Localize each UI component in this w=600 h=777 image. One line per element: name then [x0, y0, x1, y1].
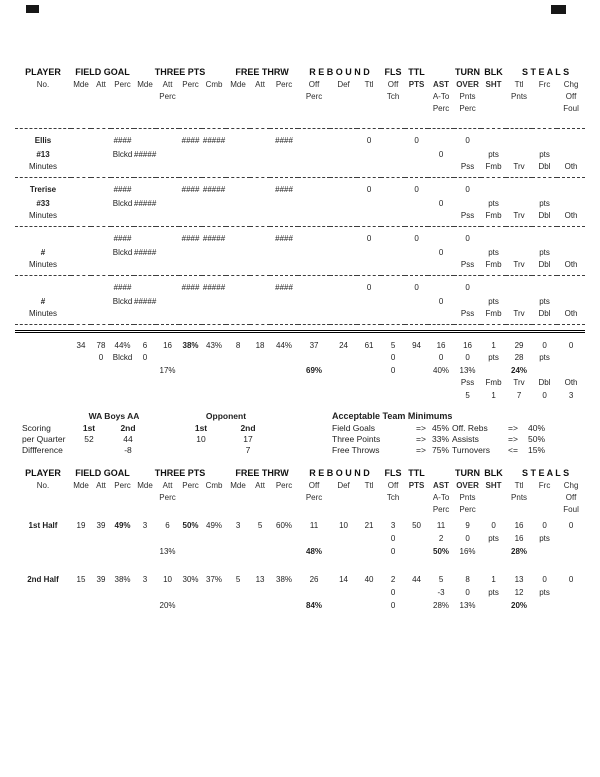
- totals-st-ttl: 29: [514, 341, 524, 350]
- pss-label: Pss: [460, 162, 475, 171]
- blk-pts-label: pts: [488, 150, 499, 159]
- col-rebound: R E B O U N D: [309, 67, 370, 77]
- half-row-sub1: 0 -3 0 pts 12 pts: [390, 588, 550, 597]
- fg-perc-cell: ####: [113, 136, 132, 145]
- player-stats-table: [15, 66, 585, 402]
- player-row-sub: [15, 148, 585, 161]
- opponent-label: Opponent: [205, 411, 247, 421]
- tp-cmb-cell: #####: [202, 136, 226, 145]
- header-row-groups: PLAYER FIELD GOAL THREE PTS FREE THRW R E B O U N D FLS TTL TURN BLK S T E A L S: [25, 468, 570, 478]
- header-row-groups: [15, 66, 585, 79]
- col-field-goal: FIELD GOAL: [75, 67, 130, 77]
- totals-rb-off: 37: [309, 341, 319, 350]
- scoring-header-row: Scoring 1st 2nd 1st 2nd: [22, 423, 256, 433]
- header-row-sub3: Perc Perc Foul: [432, 104, 579, 113]
- header-row-sub1: No. Mde Att Perc Mde Att Perc Cmb Mde Att Perc Off Def Ttl Off PTS AST OVER SHT Ttl Frc Chg: [15, 79, 585, 91]
- player-row-sub: # Blckd ##### 0 pts pts: [15, 246, 585, 259]
- minimums-title-row: [332, 410, 548, 423]
- player-row-main: #### #### ##### #### 0 0 0: [15, 281, 585, 295]
- team-minimums-table: [332, 410, 548, 456]
- difference-row: Diffference -8 7: [22, 445, 251, 455]
- totals-rb-def: 24: [339, 341, 348, 350]
- quarter-points-row: per Quarter 52 44 10 17: [22, 434, 253, 444]
- turnover-cell: 0: [465, 136, 470, 145]
- blckd-value-cell: #####: [134, 150, 157, 159]
- half-stats-table: [15, 467, 585, 612]
- reb-ttl-cell: 0: [366, 136, 372, 145]
- player-number: #13: [36, 150, 50, 159]
- col-fls: FLS: [384, 67, 402, 77]
- half-row-sub1: 0 2 0 pts 16 pts: [390, 534, 550, 543]
- ft-perc-cell: ####: [275, 136, 293, 145]
- corner-scan-mark-left: [26, 5, 39, 13]
- player-name: Ellis: [34, 136, 52, 145]
- col-ttl: TTL: [408, 67, 425, 77]
- player-row-labels: [15, 161, 585, 178]
- player-name: [15, 281, 71, 295]
- ttl-pts-cell: 0: [414, 136, 419, 145]
- oth-label: Oth: [564, 162, 578, 171]
- fmb-label: Fmb: [485, 162, 502, 171]
- col-three-pts: THREE PTS: [154, 67, 206, 77]
- player-row-sub: #33 Blckd ##### 0 pts pts: [15, 197, 585, 210]
- header-row-sub3: Perc Perc Foul: [432, 505, 579, 514]
- totals-fg-perc: 44%: [114, 341, 131, 350]
- player-row-main: #### #### ##### #### 0 0 0: [15, 232, 585, 246]
- corner-scan-mark-right: [551, 5, 566, 14]
- dbl-label: Dbl: [538, 162, 551, 171]
- half-row-sub2: 20% 84% 0 28% 13% 20%: [159, 601, 528, 610]
- totals-ft-perc: 44%: [276, 341, 293, 350]
- player-number: #: [40, 297, 46, 306]
- totals-pts: 94: [412, 341, 421, 350]
- col-free-thrw: FREE THRW: [235, 67, 289, 77]
- totals-row-labels: Pss Fmb Trv Dbl Oth: [460, 378, 578, 387]
- frc-pts-label: pts: [539, 150, 550, 159]
- tp-perc-cell: ####: [181, 136, 200, 145]
- col-blk: BLK: [484, 67, 503, 77]
- row-separator: [15, 325, 585, 332]
- trv-label: Trv: [513, 162, 525, 171]
- minimums-row: Field Goals => 45% Off. Rebs => 40%: [332, 423, 545, 433]
- totals-fls: 5: [390, 341, 396, 350]
- header-row-sub2: Perc Perc Tch A-To Pnts Pnts Off: [159, 493, 577, 502]
- col-steals: S T E A L S: [521, 67, 570, 77]
- totals-row-sub2: 17% 69% 0 40% 13% 24%: [159, 366, 528, 375]
- half-row-sub2: 13% 48% 0 50% 16% 28%: [159, 547, 528, 556]
- minimums-title: Acceptable Team Minimums: [332, 411, 453, 421]
- totals-tp-mde: 6: [142, 341, 148, 350]
- half-name: 2nd Half: [27, 575, 59, 584]
- score-summary-section: [15, 410, 600, 456]
- teams-row: [15, 410, 273, 423]
- totals-row-turnover-detail: 5 1 7 0 3: [465, 391, 574, 400]
- totals-ast: 16: [436, 341, 446, 350]
- totals-row-main: [15, 339, 585, 352]
- half-row-main: 1st Half 19 39 49% 3 6 50% 49% 3 5 60% 11 10 21 3 50 11 9 0 16 0 0: [15, 519, 585, 532]
- minutes-label: Minutes: [28, 162, 57, 171]
- player-row-labels: Minutes Pss Fmb Trv Dbl Oth: [28, 211, 578, 220]
- header-row-sub2: Perc Perc Tch A-To Pnts Pnts Off: [159, 92, 577, 101]
- player-name: [15, 232, 71, 246]
- header-row-sub1: No. Mde Att Perc Mde Att Perc Cmb Mde Att Perc Off Def Ttl Off PTS AST OVER SHT Ttl Frc Chg: [36, 481, 579, 490]
- totals-tp-perc: 38%: [182, 341, 199, 350]
- col-player: PLAYER: [25, 67, 61, 77]
- totals-ft-att: 18: [255, 341, 265, 350]
- totals-rb-ttl: 61: [364, 341, 374, 350]
- team-name: WA Boys AA: [88, 411, 140, 421]
- player-row-labels: Minutes Pss Fmb Trv Dbl Oth: [28, 260, 578, 269]
- totals-row-sub1: 0 Blckd 0 0 0 0 pts 28 pts: [98, 353, 550, 362]
- minimums-row: Three Points => 33% Assists => 50%: [332, 434, 545, 444]
- col-no: No.: [36, 80, 50, 89]
- col-turn: TURN: [455, 67, 481, 77]
- blckd-label: Blckd: [112, 150, 133, 159]
- totals-st-frc: 0: [542, 341, 547, 350]
- minimums-row: Free Throws => 75% Turnovers <= 15%: [332, 445, 545, 455]
- totals-double-rule: [15, 332, 585, 340]
- totals-fg-att: 78: [96, 341, 106, 350]
- totals-fg-mde: 34: [76, 341, 86, 350]
- player-row-main: [15, 134, 585, 148]
- totals-blk: 1: [491, 341, 496, 350]
- half-name: 1st Half: [28, 521, 58, 530]
- totals-tp-cmb: 43%: [206, 341, 223, 350]
- totals-ft-mde: 8: [235, 341, 241, 350]
- player-name: Trerise: [29, 185, 57, 194]
- player-row-sub: # Blckd ##### 0 pts pts: [15, 295, 585, 308]
- player-row-main: Trerise #### #### ##### #### 0 0 0: [15, 183, 585, 197]
- quarter-scoring-table: [15, 410, 273, 456]
- half-row-main: 2nd Half 15 39 38% 3 10 30% 37% 5 13 38% 26 14 40 2 44 5 8 1 13 0 0: [15, 573, 585, 586]
- totals-to: 16: [463, 341, 472, 350]
- totals-tp-att: 16: [163, 341, 172, 350]
- player-number: #: [40, 248, 46, 257]
- player-number: #33: [36, 199, 50, 208]
- totals-st-chg: 0: [568, 341, 574, 350]
- ast-cell: 0: [438, 150, 444, 159]
- player-row-labels: Minutes Pss Fmb Trv Dbl Oth: [28, 309, 578, 318]
